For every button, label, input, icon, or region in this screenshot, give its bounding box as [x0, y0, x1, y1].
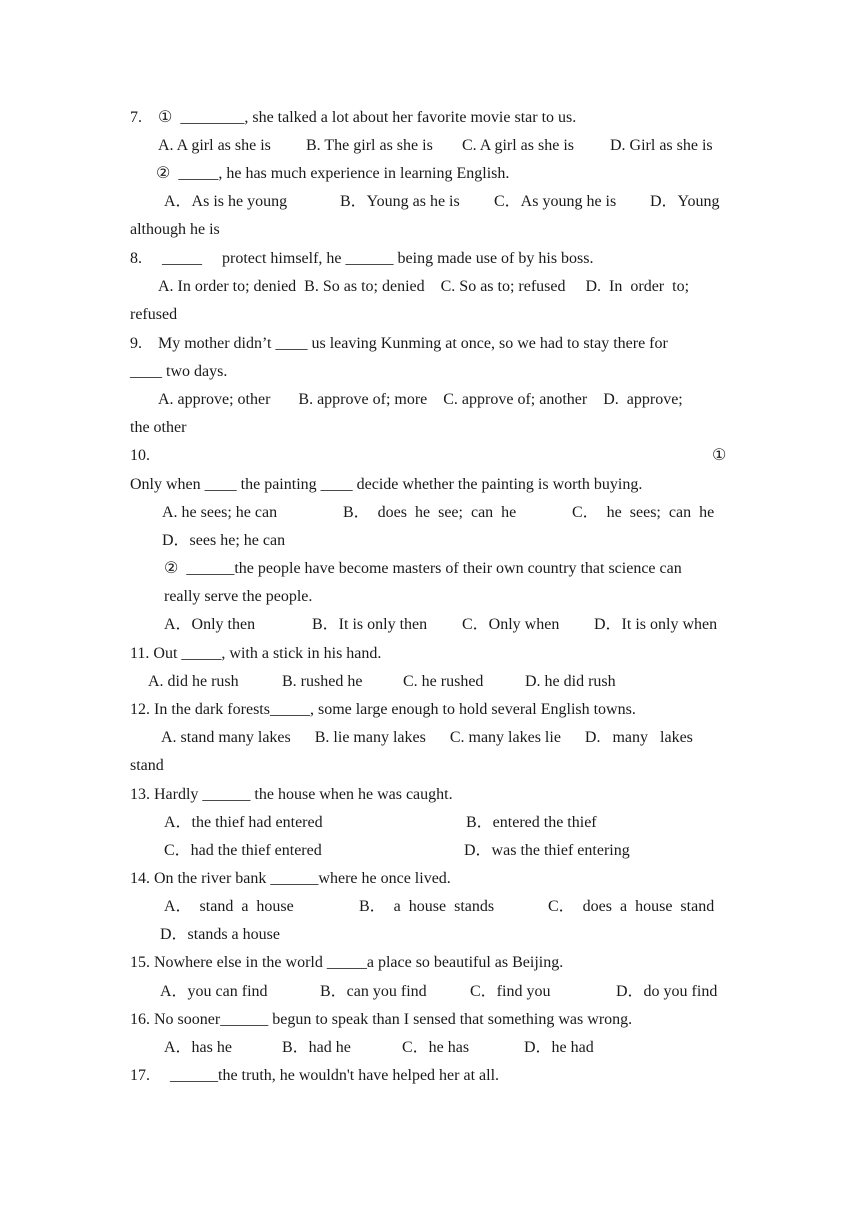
- q11-option-b: B. rushed he: [282, 673, 363, 690]
- q10-sub2-stem: ② ______the people have become masters of their own country that science can: [164, 560, 682, 577]
- q11-option-d: D. he did rush: [525, 673, 616, 690]
- q10-option-d: D．sees he; he can: [162, 532, 286, 549]
- q7-option-a: A. A girl as she is: [158, 137, 271, 154]
- q12-options-cont: stand: [130, 757, 164, 774]
- q7-option-c: C. A girl as she is: [462, 137, 575, 154]
- q10-sub2-option-a: A．Only then: [164, 616, 256, 633]
- q15-option-a: A．you can find: [160, 983, 268, 1000]
- q11-option-c: C. he rushed: [403, 673, 484, 690]
- q11-option-a: A. did he rush: [148, 673, 239, 690]
- q7-sub2-stem: ② _____, he has much experience in learning English.: [156, 165, 510, 182]
- q7-option-d: D. Girl as she is: [610, 137, 713, 154]
- q10-number: 10.: [130, 447, 150, 464]
- q10-sub1-marker: ①: [712, 447, 727, 464]
- q15-stem: 15. Nowhere else in the world _____a place so beautiful as Beijing.: [130, 954, 564, 971]
- q10-option-b: B． does he see; can he: [343, 504, 517, 521]
- q16-option-b: B．had he: [282, 1039, 351, 1056]
- q9-stem-cont: ____ two days.: [130, 363, 228, 380]
- q15-option-b: B．can you find: [320, 983, 427, 1000]
- q13-stem: 13. Hardly ______ the house when he was caught.: [130, 786, 453, 803]
- q17-stem: 17. ______the truth, he wouldn't have helped her at all.: [130, 1067, 500, 1084]
- q14-option-b: B． a house stands: [359, 898, 495, 915]
- q10-sub2-option-b: B．It is only then: [312, 616, 428, 633]
- q7-sub2-option-a: A．As is he young: [164, 193, 288, 210]
- q10-sub2-option-c: C．Only when: [462, 616, 560, 633]
- q7-sub2-option-c: C．As young he is: [494, 193, 617, 210]
- q13-option-a: A．the thief had entered: [164, 814, 323, 831]
- q8-options: A. In order to; denied B. So as to; denied C. So as to; refused D. In order to;: [158, 278, 690, 295]
- q13-option-d: D．was the thief entering: [464, 842, 630, 859]
- q12-stem: 12. In the dark forests_____, some large enough to hold several English towns.: [130, 701, 636, 718]
- q14-option-a: A． stand a house: [164, 898, 294, 915]
- q16-option-a: A．has he: [164, 1039, 232, 1056]
- q15-option-d: D．do you find: [616, 983, 718, 1000]
- q16-option-d: D．he had: [524, 1039, 594, 1056]
- q13-option-c: C．had the thief entered: [164, 842, 322, 859]
- q10-stem: Only when ____ the painting ____ decide whether the painting is worth buying.: [130, 476, 643, 493]
- q10-sub2-option-d: D．It is only when: [594, 616, 718, 633]
- q16-option-c: C．he has: [402, 1039, 470, 1056]
- q16-stem: 16. No sooner______ begun to speak than I sensed that something was wrong.: [130, 1011, 633, 1028]
- q12-options: A. stand many lakes B. lie many lakes C. many lakes lie D. many lakes: [161, 729, 693, 746]
- q10-option-a: A. he sees; he can: [162, 504, 278, 521]
- q13-option-b: B．entered the thief: [466, 814, 597, 831]
- q8-stem: 8. _____ protect himself, he ______ being made use of by his boss.: [130, 250, 594, 267]
- q14-option-c: C． does a house stand: [548, 898, 715, 915]
- q9-stem: 9. My mother didn’t ____ us leaving Kunming at once, so we had to stay there for: [130, 335, 668, 352]
- q8-options-cont: refused: [130, 306, 178, 323]
- q7-sub2-option-d: D．Young: [650, 193, 720, 210]
- q10-sub2-stem-cont: really serve the people.: [164, 588, 313, 605]
- q7-sub2-option-d-cont: although he is: [130, 221, 220, 238]
- q7-sub2-option-b: B．Young as he is: [340, 193, 460, 210]
- q11-stem: 11. Out _____, with a stick in his hand.: [130, 645, 382, 662]
- q9-options-cont: the other: [130, 419, 187, 436]
- q14-stem: 14. On the river bank ______where he once lived.: [130, 870, 451, 887]
- q7-option-b: B. The girl as she is: [306, 137, 433, 154]
- q10-option-c: C． he sees; can he: [572, 504, 715, 521]
- q14-option-d: D．stands a house: [160, 926, 280, 943]
- q15-option-c: C．find you: [470, 983, 551, 1000]
- q9-options: A. approve; other B. approve of; more C. approve of; another D. approve;: [158, 391, 683, 408]
- q7-stem: 7. ① ________, she talked a lot about her favorite movie star to us.: [130, 109, 577, 126]
